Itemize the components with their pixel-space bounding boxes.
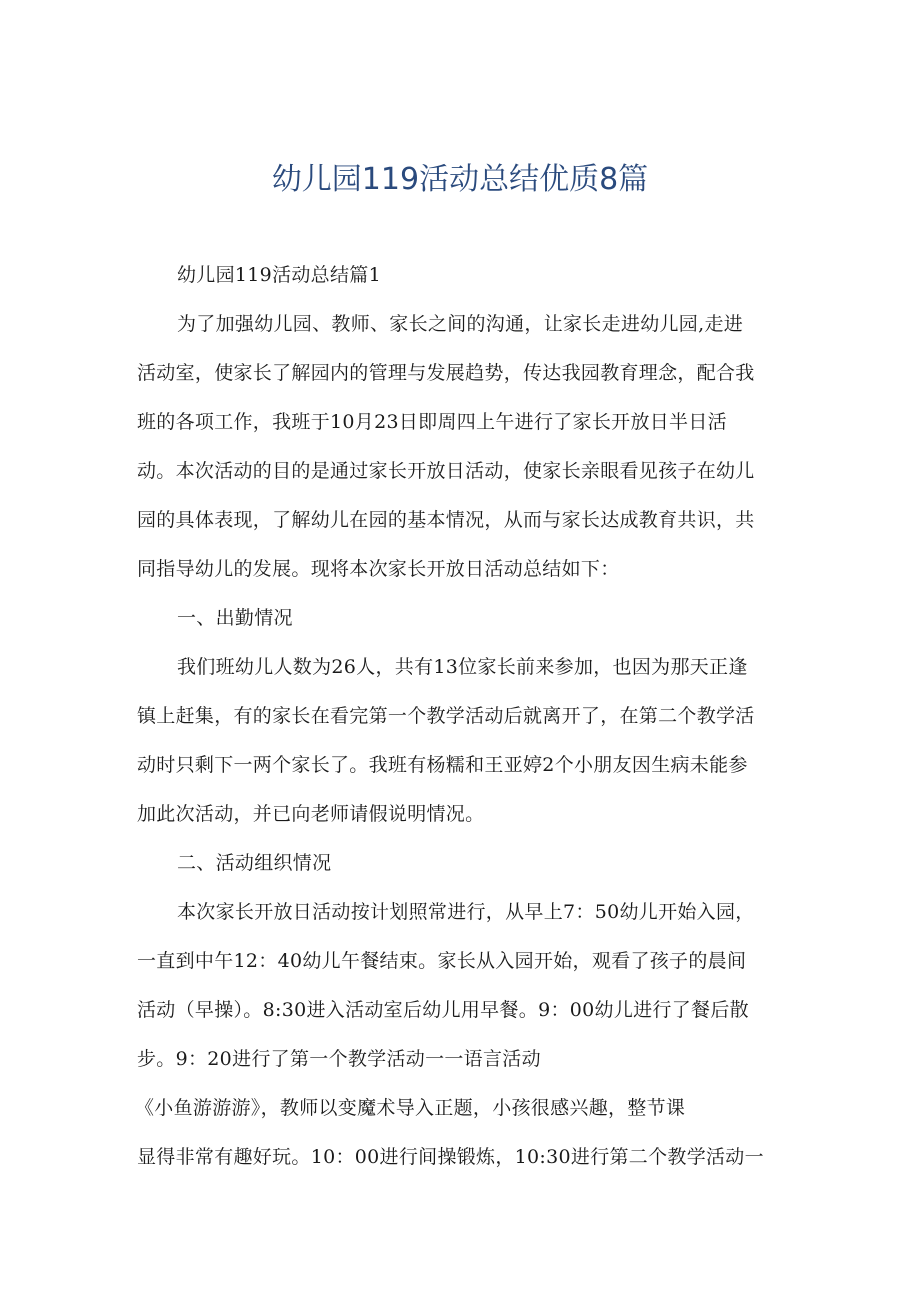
paragraph-line: 显得非常有趣好玩。10：00进行间操锻炼，10:30进行第二个教学活动一 [137,1146,764,1168]
subsection-heading: 二、活动组织情况 [177,852,332,874]
section-heading: 幼儿园119活动总结篇1 [177,264,381,286]
paragraph-line: 动。本次活动的目的是通过家长开放日活动，使家长亲眼看见孩子在幼儿 [137,460,755,482]
paragraph-line: 本次家长开放日活动按计划照常进行，从早上7：50幼儿开始入园， [177,901,755,923]
paragraph-line: 加此次活动，并已向老师请假说明情况。 [137,803,485,825]
paragraph-line: 镇上赶集，有的家长在看完第一个教学活动后就离开了，在第二个教学活 [137,705,755,727]
paragraph-line: 《小鱼游游游》，教师以变魔术导入正题，小孩很感兴趣，整节课 [135,1097,686,1119]
paragraph-line: 为了加强幼儿园、教师、家长之间的沟通，让家长走进幼儿园,走进 [177,313,744,335]
paragraph-line: 园的具体表现，了解幼儿在园的基本情况，从而与家长达成教育共识，共 [137,509,755,531]
paragraph-line: 我们班幼儿人数为26人，共有13位家长前来参加，也因为那天正逢 [177,656,748,678]
paragraph-line: 动时只剩下一两个家长了。我班有杨糯和王亚婷2个小朋友因生病未能参 [137,754,748,776]
paragraph-line: 活动（早操）。8:30进入活动室后幼儿用早餐。9：00幼儿进行了餐后散 [137,999,749,1021]
subsection-heading: 一、出勤情况 [177,607,293,629]
document-body [137,260,787,1191]
paragraph-line: 班的各项工作，我班于10月23日即周四上午进行了家长开放日半日活 [137,411,727,433]
page-title: 幼儿园119活动总结优质8篇 [271,162,649,197]
paragraph-line: 活动室，使家长了解园内的管理与发展趋势，传达我园教育理念，配合我 [137,362,755,384]
paragraph-line: 同指导幼儿的发展。现将本次家长开放日活动总结如下： [137,558,620,580]
paragraph-line: 一直到中午12：40幼儿午餐结束。家长从入园开始，观看了孩子的晨间 [137,950,747,972]
paragraph-line: 步。9：20进行了第一个教学活动一一语言活动 [137,1048,541,1070]
